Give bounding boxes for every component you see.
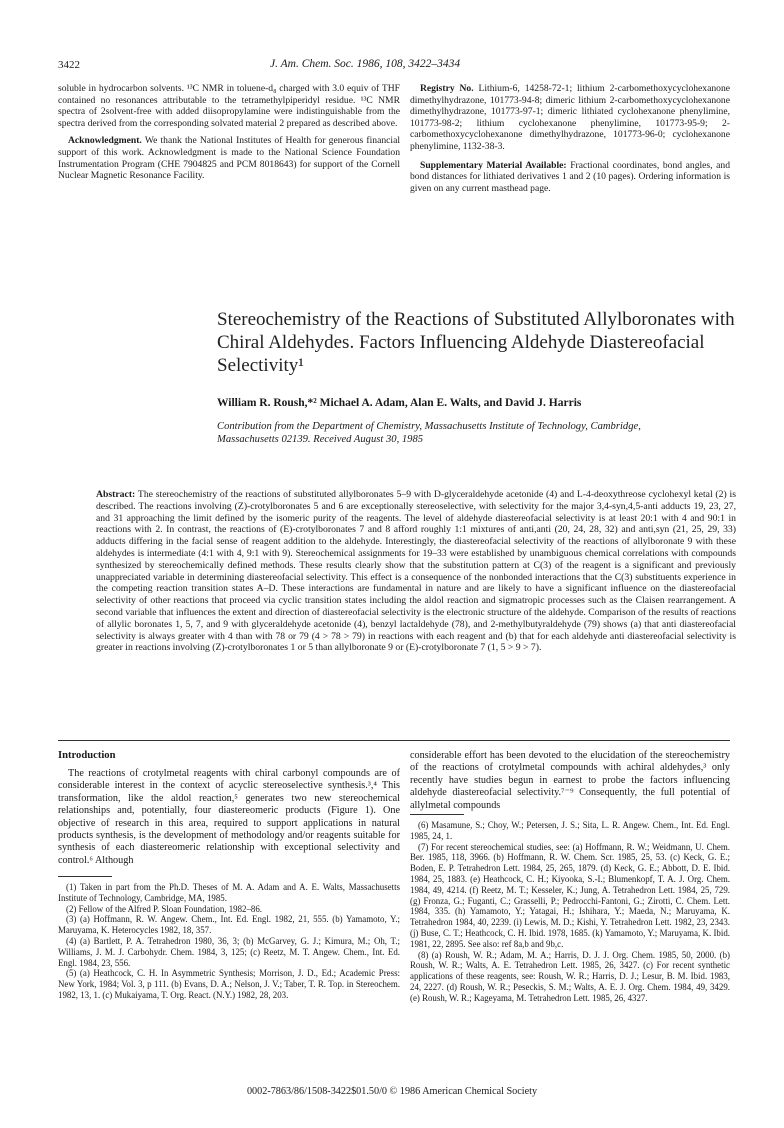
footnote-3: (3) (a) Hoffmann, R. W. Angew. Chem., Int. Ed. Engl. 1982, 21, 555. (b) Yamamoto, Y.; Maruyama, K. Heterocycles 1982, 18, 357. xyxy=(58,914,400,936)
footnote-rule-left xyxy=(58,876,112,877)
abstract xyxy=(96,489,736,654)
top-right-column xyxy=(410,83,730,194)
footnote-5: (5) (a) Heathcock, C. H. In Asymmetric Synthesis; Morrison, J. D., Ed.; Academic Press: New York, 1984; Vol. 3, p 111. (b) Evans, D. A.; Nelson, J. V.; Taber, T. R. Top. in Stereochem. 1982, 13, 1. (c) Mukaiyama, T. Org. React. (N.Y.) 1982, 28, 203. xyxy=(58,968,400,1000)
page-number: 3422 xyxy=(58,59,80,71)
acknowledgment-paragraph xyxy=(58,135,400,181)
section-divider xyxy=(58,740,730,741)
registry-paragraph xyxy=(410,83,730,153)
introduction-heading: Introduction xyxy=(58,750,116,761)
acknowledgment-text: We thank the National Institutes of Health for generous financial support of this work. Acknowledgment is made to the National Science Foundation Instrumentation Program (CHE 7904825 and PCM 8018643) for support of the Cornell Nuclear Magnetic Resonance Facility. xyxy=(58,135,400,182)
preceding-paragraph: soluble in hydrocarbon solvents. ¹³C NMR in toluene-d₈ charged with 3.0 equiv of THF contained no resonances attributable to the tetramethylpiperidyl residue. ¹³C NMR spectra of 2solvent-free with added diisopropylamine were indistinguishable from the spectra derived from the corresponding solvated material 2 prepared as described above. xyxy=(58,83,400,129)
footnote-6: (6) Masamune, S.; Choy, W.; Petersen, J. S.; Sita, L. R. Angew. Chem., Int. Ed. Engl. 1985, 24, 1. xyxy=(410,820,730,841)
footnote-rule-right xyxy=(410,814,464,815)
footnote-7: (7) For recent stereochemical studies, see: (a) Hoffmann, R. W.; Weidmann, U. Chem. Ber. 1985, 118, 3966. (b) Hoffmann, R. W. Chem. Scr. 1985, 25, 53. (c) Keck, G. E.; Boden, E. P. Tetrahedron Lett. 1984, 25, 265, 1879. (d) Keck, G. E.; Abbott, D. E. Ibid. 1984, 25, 1883. (e) Heathcock, C. H.; Kiyooka, S.-I.; Blumenkopf, T. A. J. Org. Chem. 1984, 49, 4214. (f) Reetz, M. T.; Kesseler, K.; Jung, A. Tetrahedron Lett. 1984, 25, 729. (g) Fronza, G.; Fuganti, C.; Grasselli, P.; Pedrocchi-Fantoni, G.; Zirotti, C. Chem. Lett. 1984, 335. (h) Yamamoto, Y.; Yatagai, H.; Ishihara, Y.; Maeda, N.; Maruyama, K. Tetrahedron 1984, 40, 2239. (i) Lewis, M. D.; Kishi, Y. Tetrahedron Lett. 1982, 23, 2343. (j) Buse, C. T.; Heathcock, C. H. Ibid. 1978, 1685. (k) Yamamoto, Y.; Maruyama, K. Ibid. 1981, 22, 2895. See also: ref 8a,b and 9b,c. xyxy=(410,841,730,949)
introduction-left-text: The reactions of crotylmetal reagents with chiral carbonyl compounds are of considerable interest in the context of acyclic stereoselective synthesis.³,⁴ This transformation, like the aldol reaction,⁵ generates two new stereochemical relationships and, potentially, four diastereomeric products (Figure 1). One objective of research in this area, required to support applications in natural products synthesis, is the development of methodology and/or reagents suitable for synthesis of each diastereomeric relationship with exceptional selectivity and control.⁶ Although xyxy=(58,768,400,866)
affiliation: Contribution from the Department of Chemistry, Massachusetts Institute of Technology, Cambridge, Massachusetts 02139. Received August 30, 1985 xyxy=(217,421,641,445)
registry-text: Lithium-6, 14258-72-1; lithium 2-carbomethoxycyclohexanone dimethylhydrazone, 101773-94-8; dimeric lithium 2-carbomethoxycyclohexanone dimethylhydrazone, 101773-97-1; dimeric lithiated cyclohexanone phenylimine, 101773-98-2; lithium cyclohexanone phenylimine, 101773-95-9; 2-carbomethoxycyclohexanone dimethylhydrazone, 101773-96-0; cyclohexanone phenylimine, 1132-38-3. xyxy=(410,83,731,152)
abstract-text: The stereochemistry of the reactions of substituted allylboronates 5–9 with D-glyceraldehyde acetonide (4) and L-4-deoxythreose cyclohexyl ketal (2) is described. The reactions involving (Z)-crotylboronates 5 and 6 are exceptionally stereoselective, with selectivity for the major 3,4-syn,4,5-anti adducts 19, 23, 27, and 31 approaching the limit defined by the isomeric purity of the reagents. The level of aldehyde diastereofacial selectivity is at least 20:1 with 4 and 90:1 in reactions with 2. In contrast, the reactions of (E)-crotylboronates 7 and 8 afford roughly 1:1 mixtures of anti,anti (20, 24, 28, 32) and anti,syn (21, 25, 29, 33) adducts differing in the facial sense of reagent addition to the aldehyde. Interestingly, the diastereofacial selectivity of the reactions of allylboronate 9 with these aldehydes is intermediate (4:1 with 4, 9:1 with 9). Stereochemical assignments for 19–33 were established by unambiguous chemical correlations with compounds synthesized by stereochemically defined methods. These results clearly show that the substitution pattern at C(3) of the reagent is a significant and previously unappreciated variable in determining diastereofacial selectivity. This effect is a consequence of the nonbonded interactions that the C(3) substituents experience in the competing reaction transition states A–D. These interactions are fundamental in nature and are likely to have a significant influence on the diastereofacial selectivity of other reactions that proceed via cyclic transition states including the aldol reaction and sigmatropic processes such as the Claisen rearrangement. A second variable that influences the extent and direction of diastereofacial selectivity is the electronic structure of the aldehyde. Comparison of the results of reactions of allylic boronates 1, 5, 7, and 9 with glyceraldehyde acetonide (4), benzyl lactaldehyde (78), and 2-methylbutyraldehyde (79) shows (a) that anti diastereofacial selectivity is always greater with 4 than with 78 or 79 (4 > 78 > 79) in reactions with each reagent and (b) that for each aldehyde anti diastereofacial selectivity is greater in reactions involving (Z)-crotylboronates 1 or 5 than allylboronate 9 or (E)-crotylboronate 7 (1, 5 > 9 > 7). xyxy=(96,489,736,654)
authors: William R. Roush,*² Michael A. Adam, Alan E. Walts, and David J. Harris xyxy=(217,397,582,409)
footnotes-left xyxy=(58,882,400,1001)
footnote-4: (4) (a) Bartlett, P. A. Tetrahedron 1980, 36, 3; (b) McGarvey, G. J.; Kimura, M.; Oh, T.; Williams, J. M. J. Carbohydr. Chem. 1984, 3, 125; (c) Reetz, M. T. Angew. Chem., Int. Ed. Engl. 1984, 23, 556. xyxy=(58,935,400,968)
footnotes-right xyxy=(410,820,730,1004)
running-header: J. Am. Chem. Soc. 1986, 108, 3422–3434 xyxy=(270,58,461,70)
supplementary-paragraph xyxy=(410,160,730,195)
footnote-2: (2) Fellow of the Alfred P. Sloan Foundation, 1982–86. xyxy=(66,903,262,914)
registry-label: Registry No. xyxy=(420,83,474,94)
article-title: Stereochemistry of the Reactions of Substituted Allylboronates with Chiral Aldehydes. Factors Influencing Aldehyde Diastereofacial Selectivity¹ xyxy=(217,309,735,376)
introduction-right-text: considerable effort has been devoted to the elucidation of the stereochemistry of the reactions of crotylmetal compounds with achiral aldehydes,³ only recently have studies begun in earnest to probe the factors influencing aldehyde diastereofacial selectivity.⁷⁻⁹ Consequently, the full potential of allylmetal compounds xyxy=(410,750,730,811)
acknowledgment-label: Acknowledgment. xyxy=(68,135,142,147)
abstract-label: Abstract: xyxy=(96,489,136,500)
footnote-1: (1) Taken in part from the Ph.D. Theses of M. A. Adam and A. E. Walts, Massachusetts Institute of Technology, Cambridge, MA, 1985. xyxy=(58,882,400,903)
supplementary-text: Fractional coordinates, bond angles, and bond distances for lithiated derivatives 1 and 2 (10 pages). Ordering information is given on any current masthead page. xyxy=(410,159,730,194)
top-left-column xyxy=(58,83,400,182)
supplementary-label: Supplementary Material Available: xyxy=(420,159,567,171)
page-footer: 0002-7863/86/1508-3422$01.50/0 © 1986 American Chemical Society xyxy=(246,1086,538,1097)
footnote-8: (8) (a) Roush, W. R.; Adam, M. A.; Harris, D. J. J. Org. Chem. 1985, 50, 2000. (b) Roush, W. R.; Walts, A. E. Tetrahedron Lett. 1985, 26, 3427. (c) For recent synthetic applications of these reagents, see: Roush, W. R.; Harris, D. J.; Lesur, B. M. Ibid. 1983, 24, 2227. (d) Roush, W. R.; Peseckis, S. M.; Walts, A. E. J. Org. Chem. 1984, 49, 3429. (e) Roush, W. R.; Kageyama, M. Tetrahedron Lett. 1985, 26, 4327. xyxy=(410,949,730,1003)
